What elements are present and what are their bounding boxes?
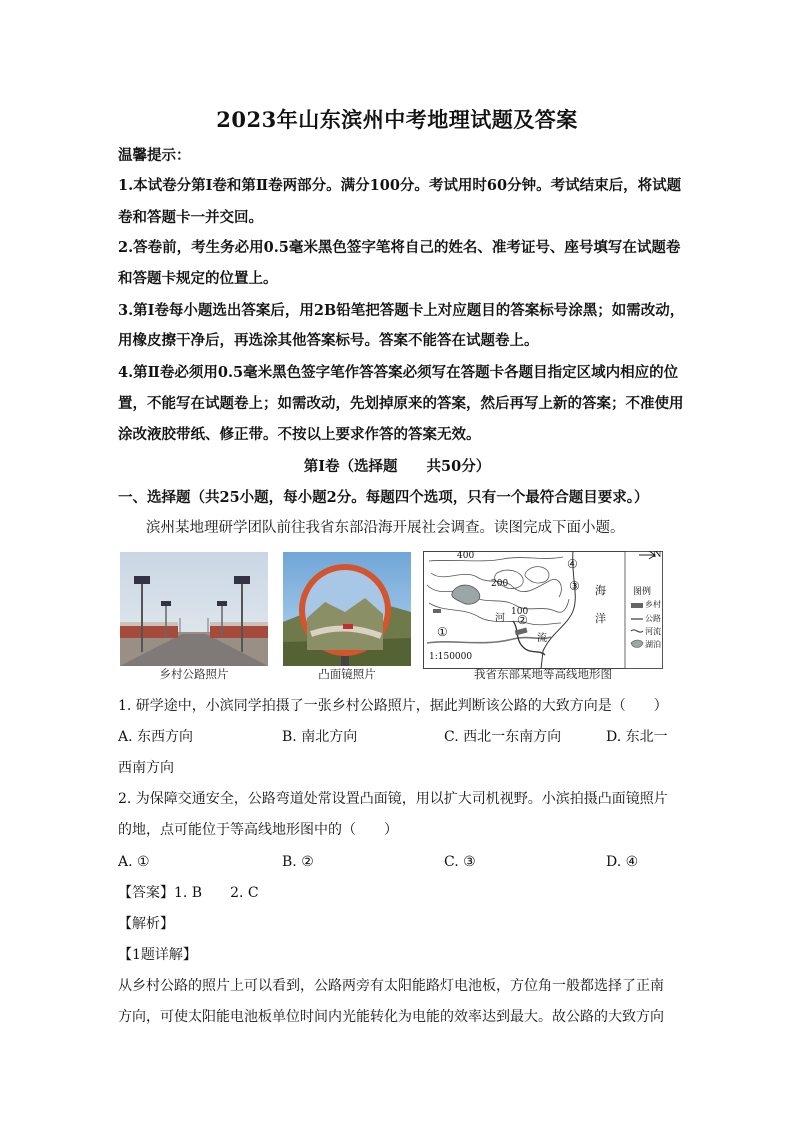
notice-line: 用橡皮擦干净后，再选涂其他答案标号。答案不能答在试题卷上。 — [118, 332, 539, 349]
q1-option-d: D. 东北一 — [606, 729, 668, 745]
sea-label: 海 — [595, 584, 606, 597]
part-heading: 一、选择题（共25小题，每小题2分。每题四个选项，只有一个最符合题目要求。） — [118, 489, 649, 506]
answer-line: 【答案】1. B 2. C — [118, 885, 259, 901]
q2-option-a: A. ① — [118, 854, 150, 870]
section-heading: 第Ⅰ卷（选择题 共50分） — [303, 458, 491, 475]
convex-mirror-photo — [283, 552, 411, 666]
convex-mirror-image — [283, 552, 411, 666]
map-point: ② — [517, 613, 528, 627]
figure-caption: 凸面镜照片 — [318, 667, 376, 681]
map-scale: 1:150000 — [429, 652, 473, 662]
river-label: 流 — [537, 633, 547, 644]
analysis-heading: 【解析】 — [118, 916, 174, 932]
answer-text: 从乡村公路的照片上可以看到，公路两旁有太阳能路灯电池板，方位角一般都选择了正南 — [118, 978, 664, 994]
question-intro: 滨州某地理研学团队前往我省东部沿海开展社会调查。读图完成下面小题。 — [146, 520, 625, 536]
legend-item: 公路 — [645, 614, 661, 623]
map-point: ① — [437, 625, 448, 639]
q1-option-d-wrap: 西南方向 — [118, 760, 174, 776]
q2-option-d: D. ④ — [606, 854, 639, 870]
page-title: 2023年山东滨州中考地理试题及答案 — [216, 107, 578, 132]
contour-label: 200 — [491, 579, 509, 589]
detail-heading: 【1题详解】 — [118, 947, 197, 963]
river-label: 河 — [495, 613, 505, 624]
notice-heading: 温馨提示： — [118, 147, 191, 164]
notice-line: 3.第Ⅰ卷每小题选出答案后，用2B铅笔把答题卡上对应题目的答案标号涂黑；如需改动， — [118, 302, 685, 319]
rural-road-photo — [120, 552, 268, 666]
contour-label: 100 — [511, 607, 529, 617]
notice-line: 涂改液胶带纸、修正带。不按以上要求作答的答案无效。 — [118, 426, 481, 443]
map-point: ③ — [569, 579, 580, 593]
notice-line: 4.第Ⅱ卷必须用0.5毫米黑色签字笔作答答案必须写在答题卡各题目指定区域内相应的位 — [118, 364, 679, 381]
legend-title: 图例 — [633, 587, 652, 597]
q1-option-a: A. 东西方向 — [118, 729, 194, 745]
answer-text: 方向，可使太阳能电池板单位时间内光能转化为电能的效率达到最大。故公路的大致方向 — [118, 1009, 664, 1025]
ocean-label: 洋 — [595, 612, 606, 625]
notice-line: 置，不能写在试题卷上；如需改动，先划掉原来的答案，然后再写上新的答案；不准使用 — [118, 395, 684, 412]
q2-option-b: B. ② — [282, 854, 314, 870]
figure-caption: 我省东部某地等高线地形图 — [474, 667, 612, 681]
q1-option-c: C. 西北一东南方向 — [444, 729, 562, 745]
rural-road-image — [120, 552, 268, 666]
notice-line: 和答题卡规定的位置上。 — [118, 270, 278, 287]
contour-map — [423, 551, 663, 669]
north-arrow-label: N — [653, 551, 662, 560]
question-2-stem: 2. 为保障交通安全，公路弯道处常设置凸面镜，用以扩大司机视野。小滨拍摄凸面镜照片 — [118, 791, 668, 807]
map-point: ④ — [567, 557, 578, 571]
q2-option-c: C. ③ — [444, 854, 476, 870]
figure-caption: 乡村公路照片 — [159, 667, 229, 681]
q1-option-b: B. 南北方向 — [282, 729, 358, 745]
question-2-stem-cont: 的地，点可能位于等高线地形图中的（ ） — [118, 822, 398, 838]
question-1-stem: 1. 研学途中，小滨同学拍摄了一张乡村公路照片，据此判断该公路的大致方向是（ ） — [118, 698, 668, 714]
legend-item: 乡村 — [645, 600, 661, 609]
legend-item: 河流 — [645, 627, 661, 636]
notice-line: 卷和答题卡一并交回。 — [118, 209, 263, 226]
notice-line: 2.答卷前，考生务必用0.5毫米黑色签字笔将自己的姓名、准考证号、座号填写在试题卷 — [118, 239, 681, 256]
notice-line: 1.本试卷分第Ⅰ卷和第Ⅱ卷两部分。满分100分。考试用时60分钟。考试结束后，将试题 — [118, 177, 682, 194]
legend-item: 湖泊 — [645, 640, 661, 649]
contour-label: 400 — [457, 551, 475, 561]
